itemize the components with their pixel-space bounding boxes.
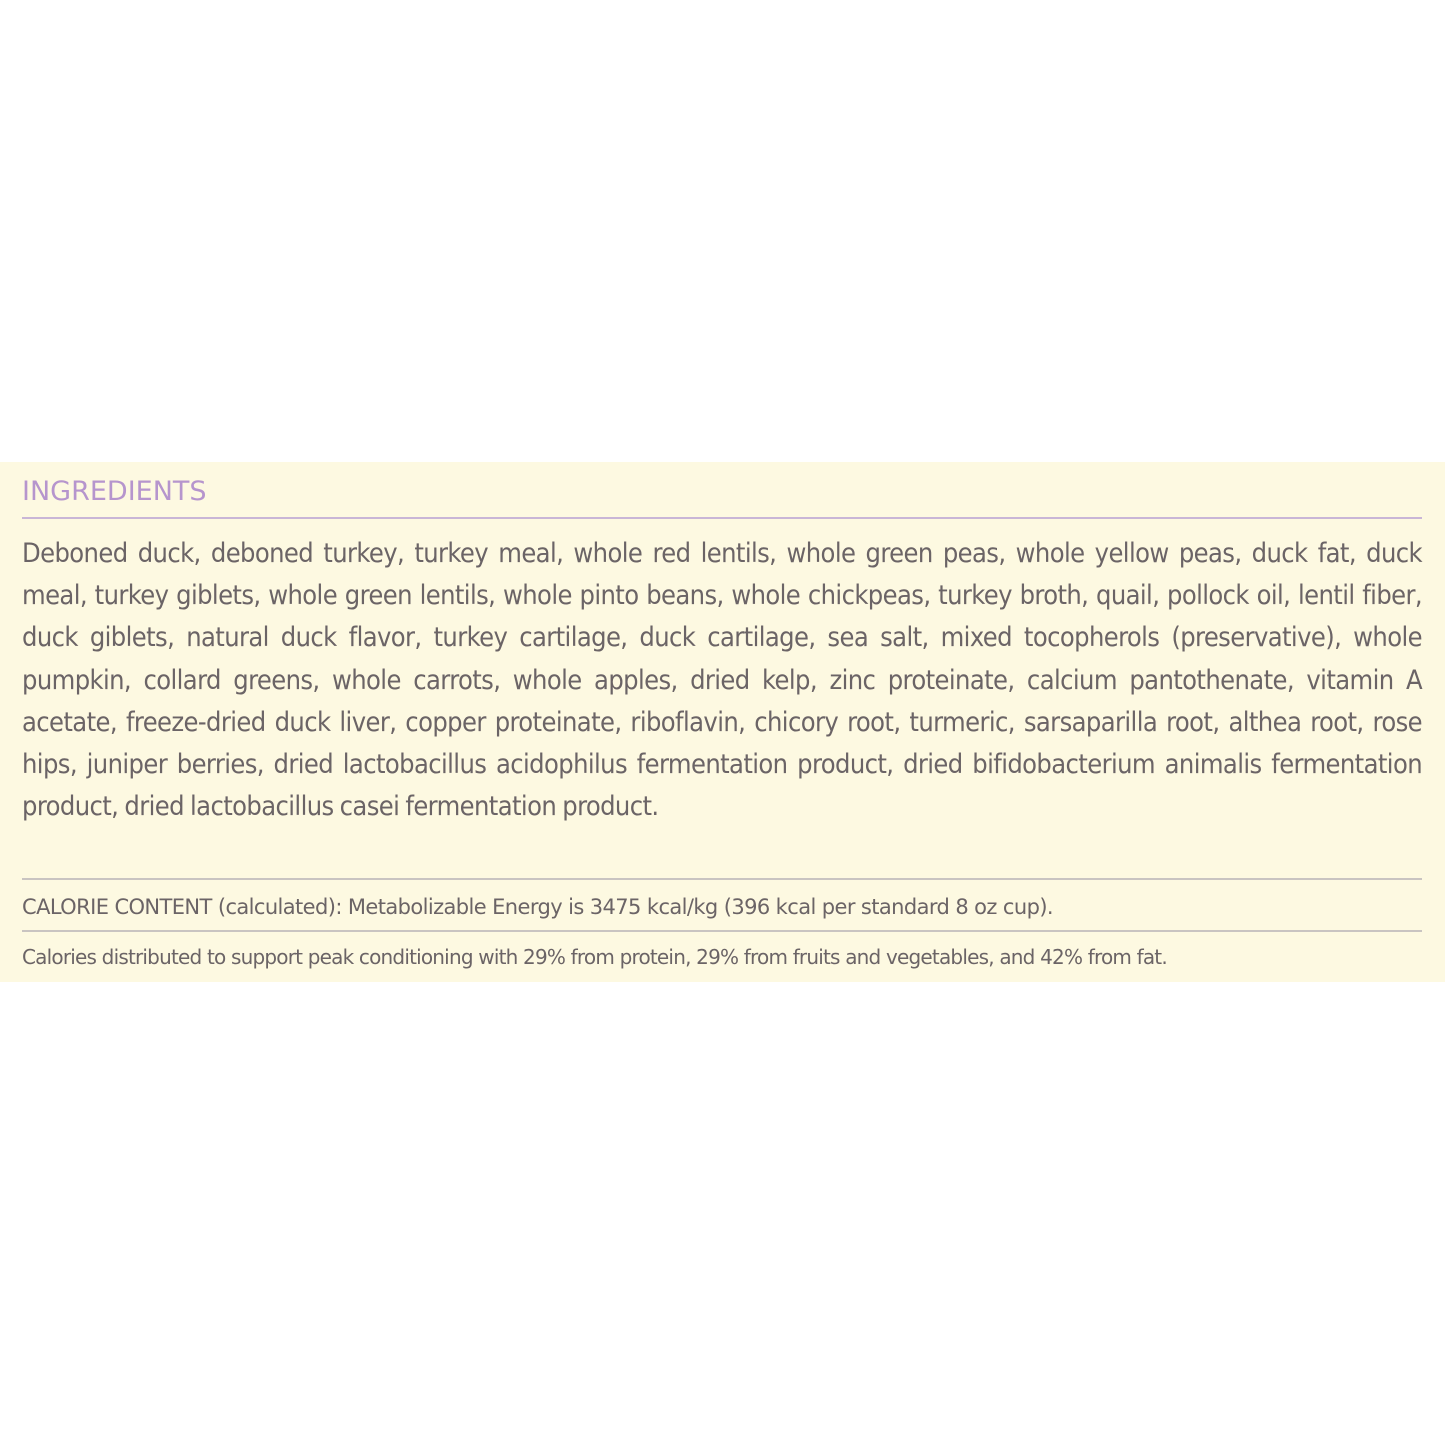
ingredients-heading: INGREDIENTS (22, 476, 207, 507)
ingredients-list: Deboned duck, deboned turkey, turkey meal, whole red lentils, whole green peas, whole yellow peas, duck fat, duck meal, turkey giblets, whole green lentils, whole pinto beans, whole chickpeas, turkey broth, quail, pollock oil, lentil fiber, duck giblets, natural duck flavor, turkey cartilage, duck cartilage, sea salt, mixed tocopherols (preservative), whole pumpkin, collard greens, whole carrots, whole apples, dried kelp, zinc proteinate, calcium pantothenate, vitamin A acetate, freeze-dried duck liver, copper proteinate, riboflavin, chicory root, turmeric, sarsaparilla root, althea root, rose hips, juniper berries, dried lactobacillus acidophilus fermentation product, dried bifidobacterium animalis fermentation product, dried lactobacillus casei fermentation product. (22, 538, 1422, 823)
calorie-divider (22, 930, 1422, 932)
ingredients-divider (22, 878, 1422, 880)
calorie-content-text: CALORIE CONTENT (calculated): Metabolizable Energy is 3475 kcal/kg (396 kcal per standard 8 oz cup). (22, 895, 1053, 919)
heading-divider (22, 517, 1422, 519)
calorie-distribution-text: Calories distributed to support peak conditioning with 29% from protein, 29% from fruits and vegetables, and 42% from fat. (22, 945, 1167, 969)
